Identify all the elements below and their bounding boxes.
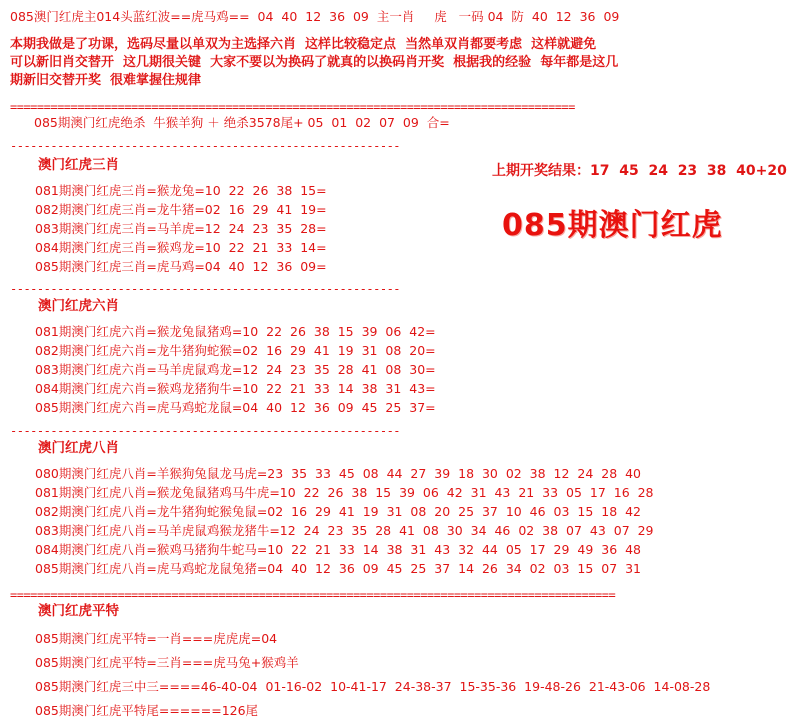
- intro-paragraph: [10, 36, 618, 90]
- separator-1-line: ----------------------------------------------------------: [10, 139, 401, 153]
- pingte-row-2: 085期澳门红虎平特=三肖===虎马兔+猴鸡羊: [35, 655, 299, 670]
- liuxiao-row-082: 082期澳门红虎六肖=龙牛猪狗蛇猴=02 16 29 41 19 31 08 20=: [35, 343, 436, 358]
- section-baxiao: [10, 438, 654, 578]
- separator-2-line: ----------------------------------------------------------: [10, 282, 401, 296]
- liuxiao-row-083: 083期澳门红虎六肖=马羊虎鼠鸡龙=12 24 23 35 28 41 08 30=: [35, 362, 436, 377]
- prize-result-label: 上期开奖结果：17 45 24 23 38 40+20: [492, 163, 787, 179]
- liuxiao-row-084: 084期澳门红虎六肖=猴鸡龙猪狗牛=10 22 21 33 14 38 31 43=: [35, 381, 436, 396]
- pingte-row-1: 085期澳门红虎平特=一肖===虎虎虎=04: [35, 631, 278, 646]
- intro-line-2: 可以新旧肖交替开 这几期很关键 大家不要以为换码了就真的以换码肖开奖 根据我的经验 每年都是这几: [10, 55, 619, 70]
- pingte-row-3: 085期澳门红虎三中三====46-40-04 01-16-02 10-41-17 24-38-37 15-35-36 19-48-26 21-43-06 14-08-28: [35, 679, 711, 694]
- baxiao-row-083: 083期澳门红虎八肖=马羊虎鼠鸡猴龙猪牛=12 24 23 35 28 41 08 30 34 46 02 38 07 43 07 29: [35, 523, 654, 538]
- section-liuxiao: [10, 296, 436, 417]
- header-main-line: [10, 8, 619, 25]
- separator-2: [10, 283, 400, 296]
- separator-3-line: ----------------------------------------------------------: [10, 424, 401, 438]
- sanxiao-row-081: 081期澳门红虎三肖=猴龙兔=10 22 26 38 15=: [35, 183, 327, 198]
- separator-1: [10, 140, 400, 153]
- baxiao-row-084: 084期澳门红虎八肖=猴鸡马猪狗牛蛇马=10 22 21 33 14 38 31 43 32 44 05 17 29 49 36 48: [35, 542, 642, 557]
- header-line-1: 085澳门红虎主014头蓝红波==虎马鸡== 04 40 12 36 09 主一肖 虎 一码 04 防 40 12 36 09: [10, 9, 620, 24]
- separator-top-line: ====================================================================================: [10, 100, 575, 114]
- section-baxiao-title: 澳门红虎八肖: [38, 440, 119, 456]
- sanxiao-row-083: 083期澳门红虎三肖=马羊虎=12 24 23 35 28=: [35, 221, 327, 236]
- liuxiao-row-085: 085期澳门红虎六肖=虎马鸡蛇龙鼠=04 40 12 36 09 45 25 37=: [35, 400, 436, 415]
- sanxiao-row-084: 084期澳门红虎三肖=猴鸡龙=10 22 21 33 14=: [35, 240, 327, 255]
- sanxiao-row-082: 082期澳门红虎三肖=龙牛猪=02 16 29 41 19=: [35, 202, 327, 217]
- juesha-line: [10, 113, 450, 132]
- section-sanxiao-title: 澳门红虎三肖: [38, 157, 119, 173]
- sanxiao-row-085: 085期澳门红虎三肖=虎马鸡=04 40 12 36 09=: [35, 259, 327, 274]
- intro-line-3: 期新旧交替开奖 很难掌握住规律: [10, 73, 202, 88]
- juesha-text: 085期澳门红虎绝杀 牛猴羊狗 ＋ 绝杀3578尾+ 05 01 02 07 09 合=: [34, 115, 450, 130]
- issue-big-title: 085期澳门红虎: [502, 208, 723, 243]
- separator-4-line: ==========================================================================================: [10, 588, 616, 602]
- section-pingte-title: 澳门红虎平特: [38, 603, 119, 619]
- section-liuxiao-title: 澳门红虎六肖: [38, 298, 119, 314]
- baxiao-row-081: 081期澳门红虎八肖=猴龙兔鼠猪鸡马牛虎=10 22 26 38 15 39 06 42 31 43 21 33 05 17 16 28: [35, 485, 654, 500]
- liuxiao-row-081: 081期澳门红虎六肖=猴龙兔鼠猪鸡=10 22 26 38 15 39 06 42=: [35, 324, 436, 339]
- baxiao-row-082: 082期澳门红虎八肖=龙牛猪狗蛇猴兔鼠=02 16 29 41 19 31 08 20 25 37 10 46 03 15 18 42: [35, 504, 642, 519]
- intro-line-1: 本期我做是了功课，选码尽量以单双为主选择六肖 这样比较稳定点 当然单双肖都要考虑 这样就避免: [10, 37, 597, 52]
- baxiao-row-080: 080期澳门红虎八肖=羊猴狗兔鼠龙马虎=23 35 33 45 08 44 27 39 18 30 02 38 12 24 28 40: [35, 466, 642, 481]
- section-sanxiao: [10, 155, 327, 276]
- section-pingte: [10, 601, 710, 723]
- pingte-row-4: 085期澳门红虎平特尾======126尾: [35, 703, 259, 718]
- baxiao-row-085: 085期澳门红虎八肖=虎马鸡蛇龙鼠兔猪=04 40 12 36 09 45 25 37 14 26 34 02 03 15 07 31: [35, 561, 642, 576]
- separator-3: [10, 425, 400, 438]
